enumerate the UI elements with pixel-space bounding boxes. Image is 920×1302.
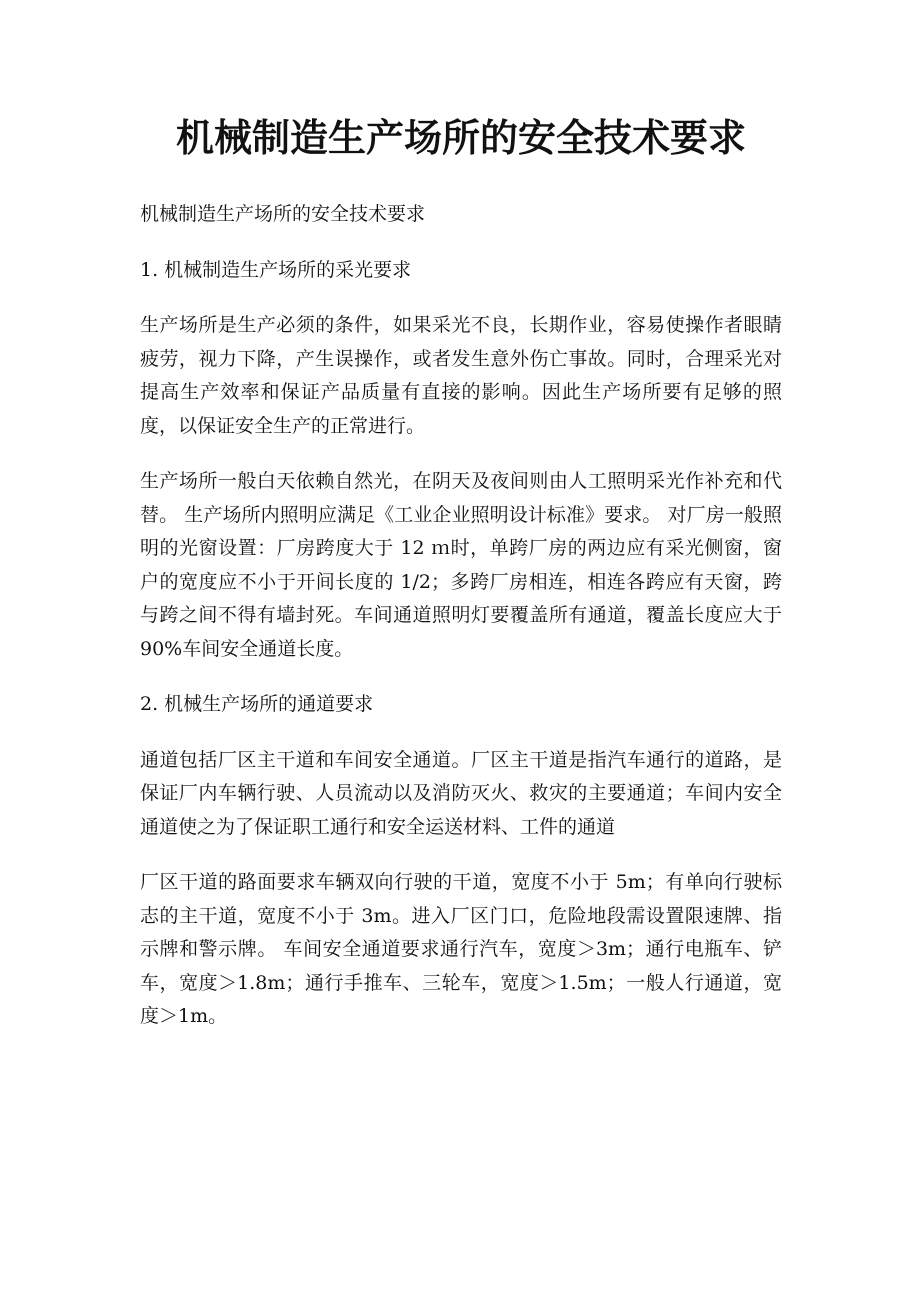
page-title: 机械制造生产场所的安全技术要求 xyxy=(175,115,746,160)
section-heading-lighting: 1. 机械制造生产场所的采光要求 xyxy=(140,258,412,281)
section-heading-passage: 2. 机械生产场所的通道要求 xyxy=(140,693,374,715)
paragraph-lighting-2: 生产场所一般白天依赖自然光，在阴天及夜间则由人工照明采光作补充和代替。 生产场所内照明应满足《工业企业照明设计标准》要求。 对厂房一般照明的光窗设置：厂房跨度大于 12 ｍ时，单跨厂房的两边应有采光侧窗，窗户的宽度应不小于开间长度的 1/2；多跨厂房相连，相连各跨应有天窗，跨与跨之间不得有墙封死。车间通道照明灯要覆盖所有通道，覆盖长度应大于 90%车间安全通道长度。 xyxy=(140,470,782,660)
paragraph-passage-1: 通道包括厂区主干道和车间安全通道。厂区主干道是指汽车通行的道路，是保证厂内车辆行驶、人员流动以及消防灭火、救灾的主要通道；车间内安全通道使之为了保证职工通行和安全运送材料、工件的通道 xyxy=(140,748,782,838)
paragraph-lighting-1: 生产场所是生产必须的条件，如果采光不良，长期作业，容易使操作者眼睛疲劳，视力下降，产生误操作，或者发生意外伤亡事故。同时，合理采光对提高生产效率和保证产品质量有直接的影响。因此生产场所要有足够的照度，以保证安全生产的正常进行。 xyxy=(140,314,782,437)
paragraph-passage-2: 厂区干道的路面要求车辆双向行驶的干道，宽度不小于 5m；有单向行驶标志的主干道，宽度不小于 3m。进入厂区门口，危险地段需设置限速牌、指示牌和警示牌。 车间安全通道要求通行汽车，宽度＞3m；通行电瓶车、铲车，宽度＞1.8m；通行手推车、三轮车，宽度＞1.5m；一般人行通道，宽度＞1m。 xyxy=(140,871,782,1027)
document-subtitle: 机械制造生产场所的安全技术要求 xyxy=(140,203,426,225)
